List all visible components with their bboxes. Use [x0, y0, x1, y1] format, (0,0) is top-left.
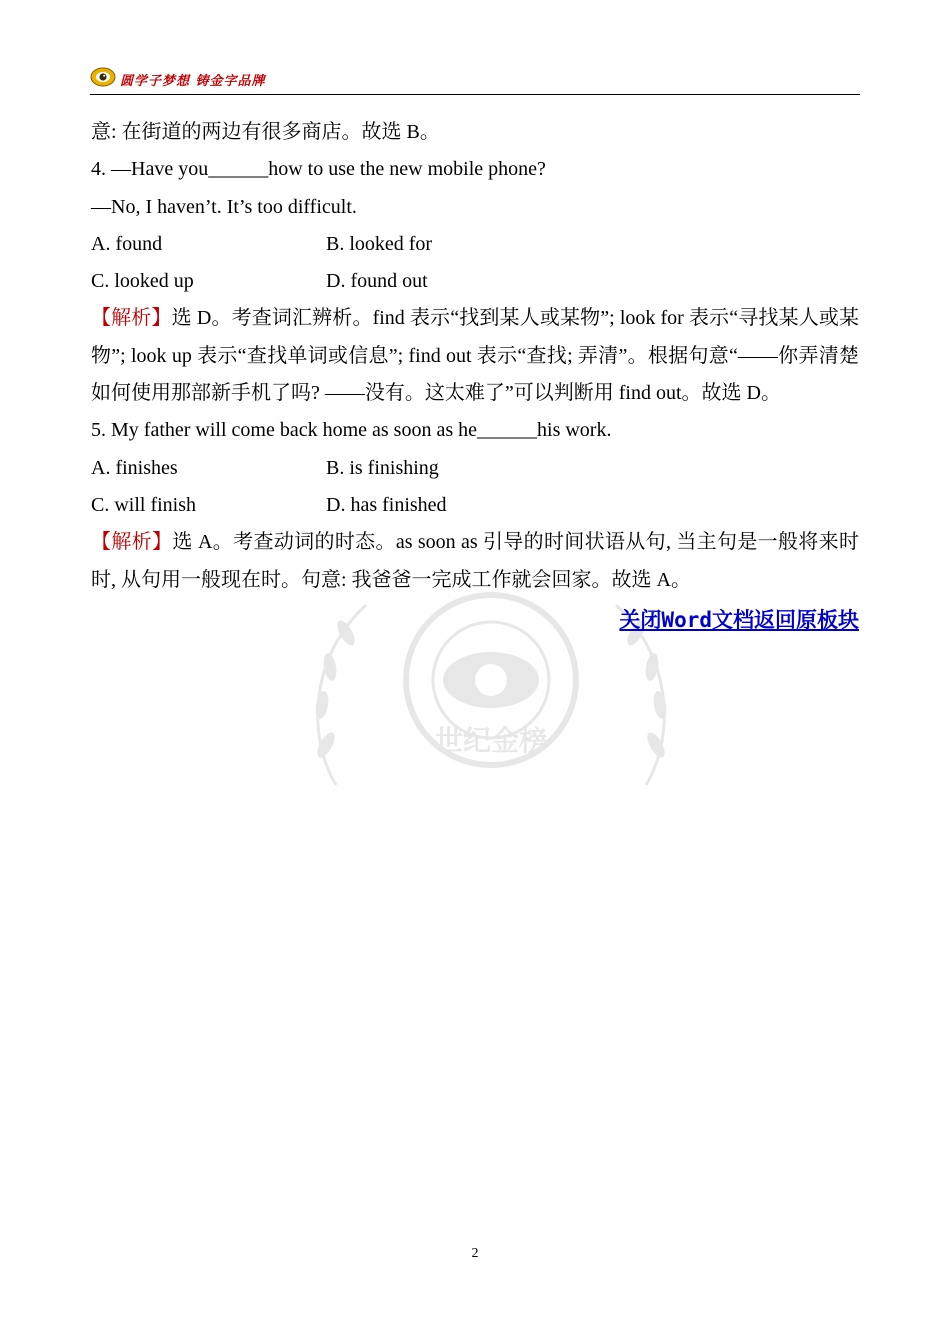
explanation-tag: 【解析】 [91, 307, 172, 330]
question-4-reply: —No, I haven’t. It’s too difficult. [91, 195, 357, 218]
document-body [91, 114, 859, 640]
question-4-stem: 4. —Have you______how to use the new mobile phone? [91, 158, 546, 181]
question-5-option-b: B. is finishing [326, 456, 439, 479]
question-4-option-b: B. looked for [326, 232, 433, 255]
watermark-text: 世纪金榜 [434, 724, 548, 757]
close-document-back-link[interactable]: 关闭Word文档返回原板块 [619, 607, 859, 632]
explanation-tag: 【解析】 [91, 531, 173, 554]
question-4-options-row-1 [91, 226, 859, 263]
question-4-option-a: A. found [91, 232, 163, 255]
question-5-explanation-text: 选 A。考查动词的时态。as soon as 引导的时间状语从句, 当主句是一般将来时时, 从句用一般现在时。句意: 我爸爸一完成工作就会回家。故选 A。 [91, 531, 860, 591]
question-5-stem: 5. My father will come back home as soon as he______his work. [91, 419, 612, 442]
page-header [90, 64, 860, 95]
previous-explanation-end: 意: 在街道的两边有很多商店。故选 B。 [91, 121, 440, 143]
question-5-option-c: C. will finish [91, 493, 197, 516]
question-5-options-row-2 [91, 487, 859, 524]
question-5-option-a: A. finishes [91, 456, 178, 479]
question-4-option-d: D. found out [326, 270, 428, 293]
question-5-options-row-1 [91, 450, 859, 487]
page-number: 2 [471, 1246, 479, 1261]
back-link-row [91, 602, 859, 640]
question-5-explanation [91, 524, 859, 599]
question-4-options-row-2 [91, 263, 859, 300]
question-4-option-c: C. looked up [91, 270, 194, 293]
eye-logo-icon [90, 66, 116, 88]
question-4-explanation-text: 选 D。考查词汇辨析。find 表示“找到某人或某物”; look for 表示“寻找某人或某物”; look up 表示“查找单词或信息”; find out 表示“查找; 弄清”。根据句意“——你弄清楚如何使用那部新手机了吗? ——没有。这太难了”可以判断用 find out。故选 D。 [91, 307, 859, 405]
question-4-explanation [91, 300, 859, 412]
header-slogan: 圆学子梦想 铸金字品牌 [120, 74, 266, 89]
question-5-option-d: D. has finished [326, 493, 447, 516]
